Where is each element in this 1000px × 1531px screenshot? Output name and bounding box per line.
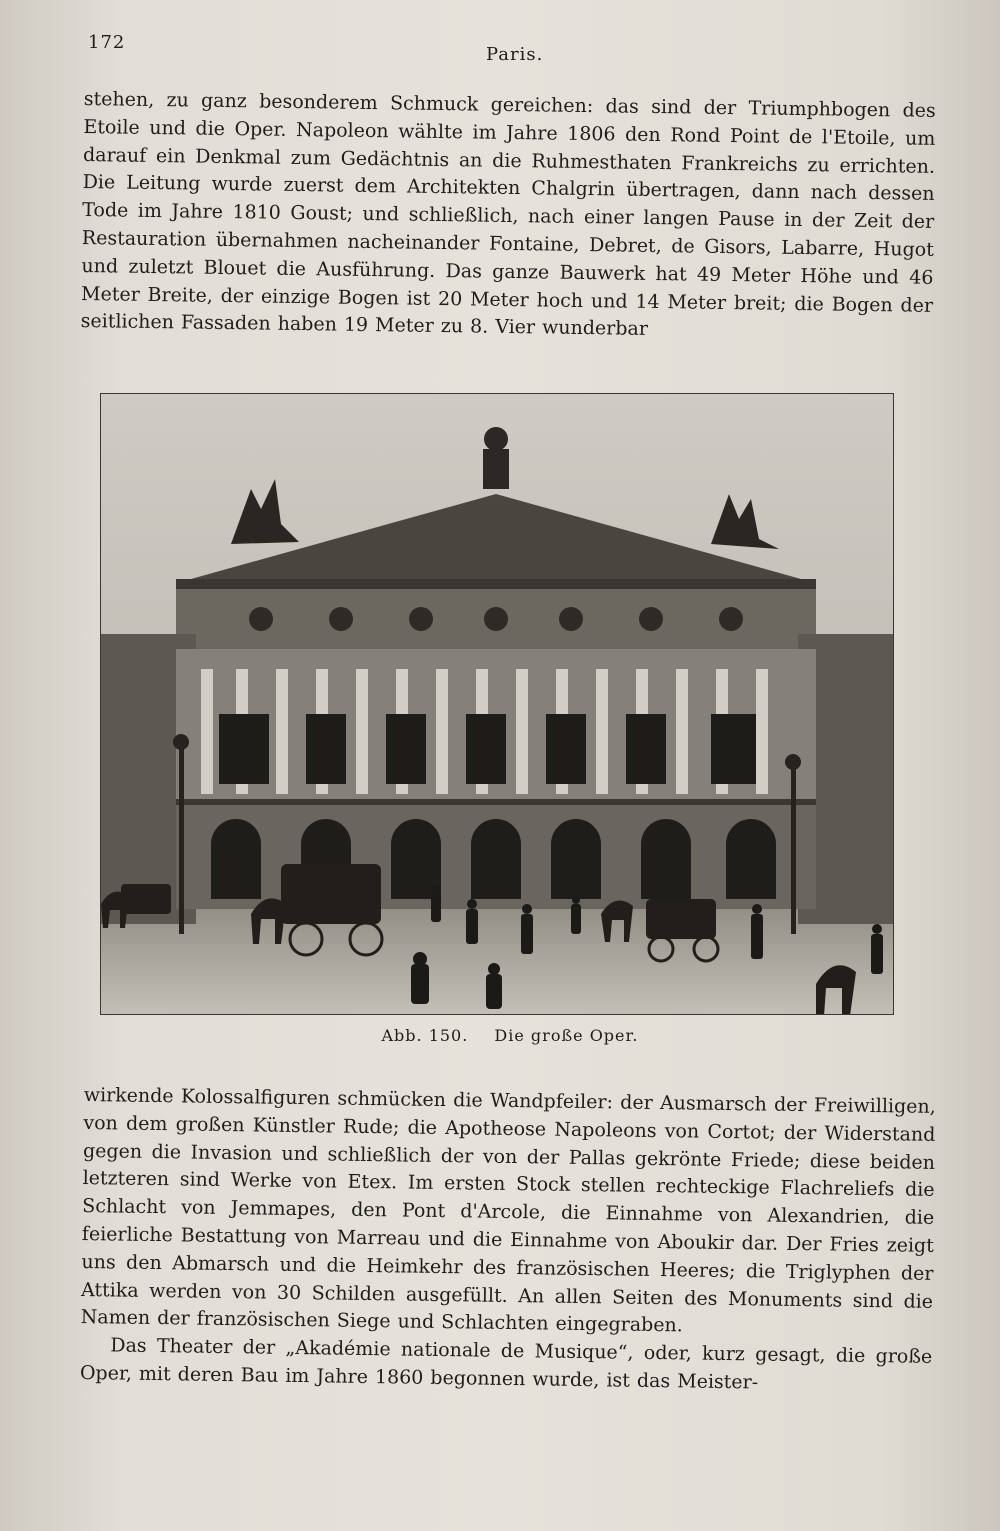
bottom-text-block xyxy=(80,1082,936,1400)
caption-title: Die große Oper. xyxy=(494,1026,639,1045)
page-header xyxy=(88,32,930,68)
body-paragraph: Das Theater der „Akadémie nationale de Musique“, oder, kurz gesagt, die große Oper, mit deren Bau im Jahre 1860 begonnen wurde, ist das Meister- xyxy=(79,1334,933,1394)
opera-house-illustration xyxy=(101,394,893,1014)
figure-photo-opera xyxy=(100,393,894,1015)
caption-number: Abb. 150. xyxy=(381,1026,469,1045)
running-title: Paris. xyxy=(486,44,544,65)
body-paragraph: stehen, zu ganz besonderem Schmuck gereichen: das sind der Triumphbogen des Etoile und die Oper. Napoleon wählte im Jahre 1806 den Rond Point de l'Etoile, um darauf ein Denkmal zum Gedächtnis an die Ruhmesthaten Frankreichs zu errichten. Die Leitung wurde zuerst dem Architekten Chalgrin übertragen, dann nach dessen Tode im Jahre 1810 Goust; und schließlich, nach einer langen Pause in der Zeit der Restauration übernahmen nacheinander Fontaine, Debret, de Gisors, Labarre, Hugot und zuletzt Blouet die Ausführung. Das ganze Bauwerk hat 49 Meter Höhe und 46 Meter Breite, der einzige Bogen ist 20 Meter hoch und 14 Meter breit; die Bogen der seitlichen Fassaden haben 19 Meter zu 8. Vier wunderbar xyxy=(80,87,936,341)
page-number: 172 xyxy=(88,32,126,53)
top-text-block xyxy=(81,86,936,348)
figure-caption xyxy=(0,1026,1000,1045)
body-paragraph: wirkende Kolossalfiguren schmücken die Wandpfeiler: der Ausmarsch der Freiwilligen, von dem großen Künstler Rude; die Apotheose Napoleons von Cortot; der Widerstand gegen die Invasion und schließlich der von der Pallas gekrönte Friede; diese beiden letzteren sind Werke von Etex. Im ersten Stock stellen rechteckige Flachreliefs die Schlacht von Jemmapes, den Pont d'Arcole, die Einnahme von Alexandrien, die feierliche Bestattung von Marreau und die Einnahme von Aboukir dar. Der Fries zeigt uns den Abmarsch und die Heimkehr des französischen Heeres; die Triglyphen der Attika werden von 30 Schilden ausgefüllt. An allen Seiten des Monuments sind die Namen der französischen Siege und Schlachten eingegraben. xyxy=(80,1083,936,1337)
